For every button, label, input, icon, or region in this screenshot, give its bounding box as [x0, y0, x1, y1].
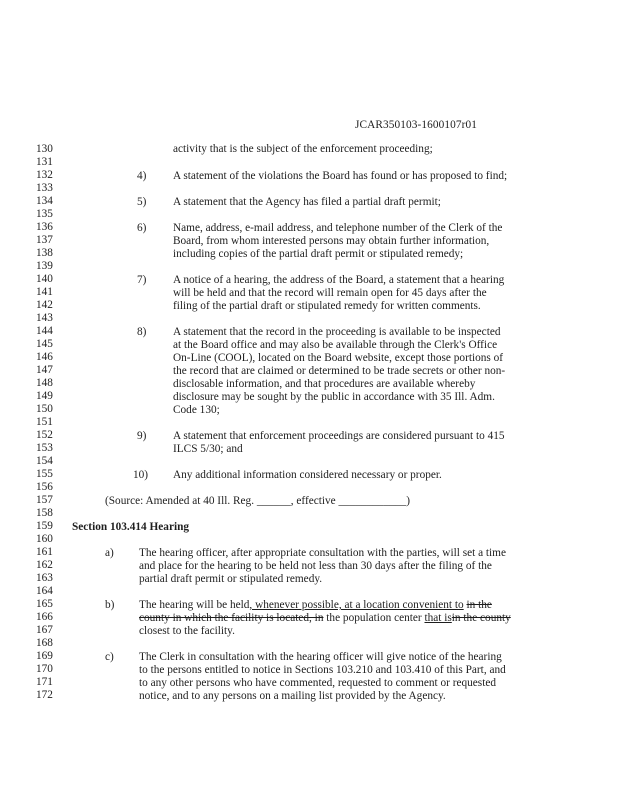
item-text: Any additional information considered necessary or proper. [173, 469, 442, 481]
subsection-letter: c) [105, 651, 114, 663]
item-text: On-Line (COOL), located on the Board website, except those portions of [173, 352, 504, 364]
deleted-text: in the [466, 599, 492, 611]
line-number: 145 [36, 338, 53, 350]
item-text: Code 130; [173, 404, 220, 416]
line-number: 152 [36, 429, 53, 441]
subsection-text: and place for the hearing to be held not less than 30 days after the filing of the [139, 560, 492, 572]
line-number: 162 [36, 559, 53, 571]
line-number: 146 [36, 351, 53, 363]
source-note: (Source: Amended at 40 Ill. Reg. ______, effective ____________) [105, 495, 411, 507]
line-number: 163 [36, 572, 53, 584]
item-text: including copies of the partial draft permit or stipulated remedy; [173, 248, 464, 260]
line-number: 153 [36, 442, 53, 454]
deleted-text: in the county [451, 612, 511, 624]
line-number: 164 [36, 585, 53, 597]
line-number: 159 [36, 520, 53, 532]
line-number: 167 [36, 624, 53, 636]
line-number: 166 [36, 611, 53, 623]
item-text: disclosable information, and that procedures are available whereby [173, 378, 476, 390]
item-text: filing of the partial draft or stipulated remedy for written comments. [173, 300, 481, 312]
line-number: 151 [36, 416, 53, 428]
line-number: 148 [36, 377, 53, 389]
item-text: at the Board office and may also be available through the Clerk's Office [173, 339, 498, 351]
line-number: 130 [36, 143, 53, 155]
line-number: 170 [36, 663, 53, 675]
line-number: 144 [36, 325, 53, 337]
item-text: A statement that the Agency has filed a partial draft permit; [173, 196, 441, 208]
item-number: 10) [133, 469, 149, 481]
item-text: ILCS 5/30; and [173, 443, 243, 455]
line-number: 136 [36, 221, 53, 233]
line-number: 158 [36, 507, 53, 519]
line-number: 131 [36, 156, 53, 168]
item-text: A statement that the record in the proceeding is available to be inspected [173, 326, 501, 338]
document-id: JCAR350103-1600107r01 [355, 119, 477, 131]
line-number: 132 [36, 169, 53, 181]
line-number: 157 [36, 494, 53, 506]
line-number: 133 [36, 182, 53, 194]
line-number: 172 [36, 689, 53, 701]
line-number: 169 [36, 650, 53, 662]
inserted-text: , whenever possible, at a location convenient to [249, 599, 464, 611]
line-number: 160 [36, 533, 53, 545]
item-text: A statement of the violations the Board has found or has proposed to find; [173, 170, 508, 182]
line-number: 156 [36, 481, 53, 493]
subsection-text: The Clerk in consultation with the hearing officer will give notice of the hearing [139, 651, 502, 663]
line-number: 143 [36, 312, 53, 324]
line-number: 139 [36, 260, 53, 272]
line-number: 165 [36, 598, 53, 610]
subsection-text: closest to the facility. [139, 625, 235, 637]
subsection-text: to any other persons who have commented, requested to comment or requested [139, 677, 496, 689]
item-text: A notice of a hearing, the address of the Board, a statement that a hearing [173, 274, 505, 286]
item-number: 5) [137, 196, 147, 208]
item-number: 4) [137, 170, 147, 182]
subsection-text-with-edits [139, 612, 511, 624]
line-number: 142 [36, 299, 53, 311]
item-number: 9) [137, 430, 147, 442]
line-number: 135 [36, 208, 53, 220]
line-number: 154 [36, 455, 53, 467]
line-number: 147 [36, 364, 53, 376]
continued-text: activity that is the subject of the enforcement proceeding; [173, 143, 433, 155]
deleted-text: county in which the facility is located, in [139, 612, 324, 624]
item-number: 7) [137, 274, 147, 286]
line-number: 171 [36, 676, 53, 688]
item-text: A statement that enforcement proceedings are considered pursuant to 415 [173, 430, 505, 442]
line-number: 155 [36, 468, 53, 480]
section-heading: Section 103.414 Hearing [72, 521, 190, 533]
subsection-letter: a) [105, 547, 114, 559]
line-number: 134 [36, 195, 53, 207]
inserted-text: that is [424, 612, 452, 624]
line-number: 141 [36, 286, 53, 298]
subsection-text: partial draft permit or stipulated remedy. [139, 573, 323, 585]
line-number: 168 [36, 637, 53, 649]
plain-text: the population center [323, 612, 425, 624]
line-number: 149 [36, 390, 53, 402]
subsection-text: The hearing officer, after appropriate consultation with the parties, will set a time [139, 547, 506, 559]
line-number: 161 [36, 546, 53, 558]
subsection-text: to the persons entitled to notice in Sections 103.210 and 103.410 of this Part, and [139, 664, 506, 676]
plain-text: The hearing will be held [139, 599, 250, 611]
subsection-text-with-edits [139, 599, 492, 611]
item-text: Name, address, e-mail address, and telephone number of the Clerk of the [173, 222, 503, 234]
line-number: 140 [36, 273, 53, 285]
line-number: 150 [36, 403, 53, 415]
subsection-text: notice, and to any persons on a mailing list provided by the Agency. [139, 690, 446, 702]
item-number: 8) [137, 326, 147, 338]
line-number: 138 [36, 247, 53, 259]
item-text: will be held and that the record will remain open for 45 days after the [173, 287, 487, 299]
item-number: 6) [137, 222, 147, 234]
item-text: Board, from whom interested persons may obtain further information, [173, 235, 490, 247]
item-text: disclosure may be sought by the public in accordance with 35 Ill. Adm. [173, 391, 495, 403]
item-text: the record that are claimed or determined to be trade secrets or other non- [173, 365, 506, 377]
line-number: 137 [36, 234, 53, 246]
subsection-letter: b) [105, 599, 115, 611]
